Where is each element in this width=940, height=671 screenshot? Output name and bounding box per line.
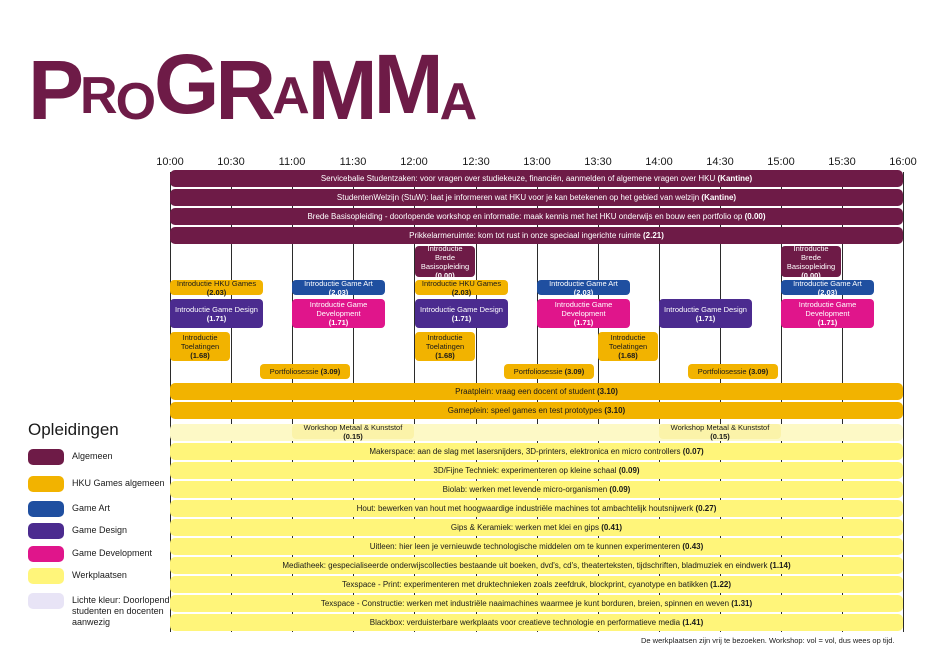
program-bar: StudentenWelzijn (StuW): laat je informeren wat HKU voor je kan betekenen op het gebied van welzijn (Kantine): [170, 189, 903, 206]
event-hku-games-1: Introductie HKU Games (2.03): [170, 280, 263, 295]
legend-label: Werkplaatsen: [72, 570, 127, 580]
program-bar: Servicebalie Studentzaken: voor vragen over studiekeuze, financiën, aanmelden of algemene vragen over HKU (Kantine): [170, 170, 903, 187]
event-game-development-2: Introductie Game Development (1.71): [537, 299, 630, 328]
time-label: 16:00: [889, 156, 917, 168]
event-toelatingen-2: Introductie Toelatingen (1.68): [415, 332, 475, 361]
title-letter: A: [272, 67, 308, 125]
event-portfoliosessie-2: Portfoliosessie (3.09): [504, 364, 594, 379]
time-label: 13:30: [584, 156, 612, 168]
program-bar: [170, 424, 903, 441]
event-toelatingen-3: Introductie Toelatingen (1.68): [598, 332, 658, 361]
time-label: 14:30: [706, 156, 734, 168]
legend-title: Opleidingen: [28, 420, 119, 439]
program-bar: Makerspace: aan de slag met lasersnijders, 3D-printers, elektronica en micro controllers (0.07): [170, 443, 903, 460]
program-bar: Brede Basisopleiding - doorlopende workshop en informatie: maak kennis met het HKU onderwijs en bouw een portfolio op (0.00): [170, 208, 903, 225]
event-toelatingen-1: Introductie Toelatingen (1.68): [170, 332, 230, 361]
event-game-art-3: Introductie Game Art (2.03): [781, 280, 874, 295]
legend-swatch: [28, 546, 64, 562]
footnote: De werkplaatsen zijn vrij te bezoeken. Workshop: vol = vol, dus wees op tijd.: [641, 636, 895, 645]
program-bar: Texspace - Constructie: werken met industriële naaimachines waarmee je kunt borduren, breien, spinnen en weven (1.31): [170, 595, 903, 612]
legend-swatch: [28, 501, 64, 517]
event-game-design-1: Introductie Game Design (1.71): [170, 299, 263, 328]
event-game-design-3: Introductie Game Design (1.71): [659, 299, 752, 328]
legend-label: Game Development: [72, 548, 153, 558]
legend-swatch: [28, 568, 64, 584]
title-letter: O: [115, 73, 155, 131]
program-bar: Gameplein: speel games en test prototypes (3.10): [170, 402, 903, 419]
event-workshop-metaal-2: Workshop Metaal & Kunststof (0.15): [659, 424, 781, 439]
event-game-development-1: Introductie Game Development (1.71): [292, 299, 385, 328]
page-title: [28, 37, 476, 137]
program-bar: Praatplein: vraag een docent of student (3.10): [170, 383, 903, 400]
time-label: 13:00: [523, 156, 551, 168]
legend-swatch: [28, 476, 64, 492]
time-label: 15:00: [767, 156, 795, 168]
program-bar: Texspace - Print: experimenteren met druktechnieken zoals zeefdruk, blockprint, cyanotype en batikken (1.22): [170, 576, 903, 593]
event-brede-basisopleiding-2: Introductie Brede Basisopleiding (0.00): [781, 246, 841, 277]
title-letter: A: [439, 73, 476, 131]
event-game-development-3: Introductie Game Development (1.71): [781, 299, 874, 328]
time-label: 10:00: [156, 156, 184, 168]
title-letter: G: [154, 37, 216, 131]
legend-label: Game Design: [72, 525, 128, 535]
title-letter: R: [80, 67, 116, 125]
program-bar: Hout: bewerken van hout met hoogwaardige industriële machines tot ambachtelijk houtsnijwerk (0.27): [170, 500, 903, 517]
time-gridline: [903, 172, 904, 632]
program-bar: Mediatheek: gespecialiseerde onderwijscollecties bestaande uit boeken, dvd's, cd's, theaterteksten, tijdschriften, bladmuziek en eindwerk (1.14): [170, 557, 903, 574]
time-label: 15:30: [828, 156, 856, 168]
legend-label: Lichte kleur: Doorlopend studenten en docenten aanwezig: [72, 595, 170, 627]
event-hku-games-2: Introductie HKU Games (2.03): [415, 280, 508, 295]
legend-label: HKU Games algemeen: [72, 478, 165, 488]
event-brede-basisopleiding-1: Introductie Brede Basisopleiding (0.00): [415, 246, 475, 277]
legend-swatch: [28, 593, 64, 609]
event-game-design-2: Introductie Game Design (1.71): [415, 299, 508, 328]
event-portfoliosessie-3: Portfoliosessie (3.09): [688, 364, 778, 379]
title-letter: P: [28, 43, 81, 137]
program-bar: Prikkelarmeruimte: kom tot rust in onze speciaal ingerichte ruimte (2.21): [170, 227, 903, 244]
event-game-art-2: Introductie Game Art (2.03): [537, 280, 630, 295]
program-bar: Uitleen: hier leen je vernieuwde technologische middelen om te kunnen experimenteren (0.43): [170, 538, 903, 555]
time-label: 12:00: [400, 156, 428, 168]
time-label: 11:00: [278, 156, 306, 168]
title-letter: R: [215, 43, 273, 137]
program-bar: Biolab: werken met levende micro-organismen (0.09): [170, 481, 903, 498]
legend-label: Game Art: [72, 503, 111, 513]
program-bar: Gips & Keramiek: werken met klei en gips (0.41): [170, 519, 903, 536]
legend-swatch: [28, 449, 64, 465]
legend-swatch: [28, 523, 64, 539]
event-game-art-1: Introductie Game Art (2.03): [292, 280, 385, 295]
program-bar: Blackbox: verduisterbare werkplaats voor creatieve technologie en performatieve media (1.41): [170, 614, 903, 631]
program-bar: 3D/Fijne Techniek: experimenteren op kleine schaal (0.09): [170, 462, 903, 479]
time-label: 11:30: [339, 156, 367, 168]
time-label: 12:30: [462, 156, 490, 168]
event-workshop-metaal-1: Workshop Metaal & Kunststof (0.15): [292, 424, 414, 439]
title-letter: M: [373, 37, 440, 131]
title-letter: M: [307, 43, 374, 137]
time-label: 14:00: [645, 156, 673, 168]
time-label: 10:30: [217, 156, 245, 168]
legend-label: Algemeen: [72, 451, 113, 461]
event-portfoliosessie-1: Portfoliosessie (3.09): [260, 364, 350, 379]
